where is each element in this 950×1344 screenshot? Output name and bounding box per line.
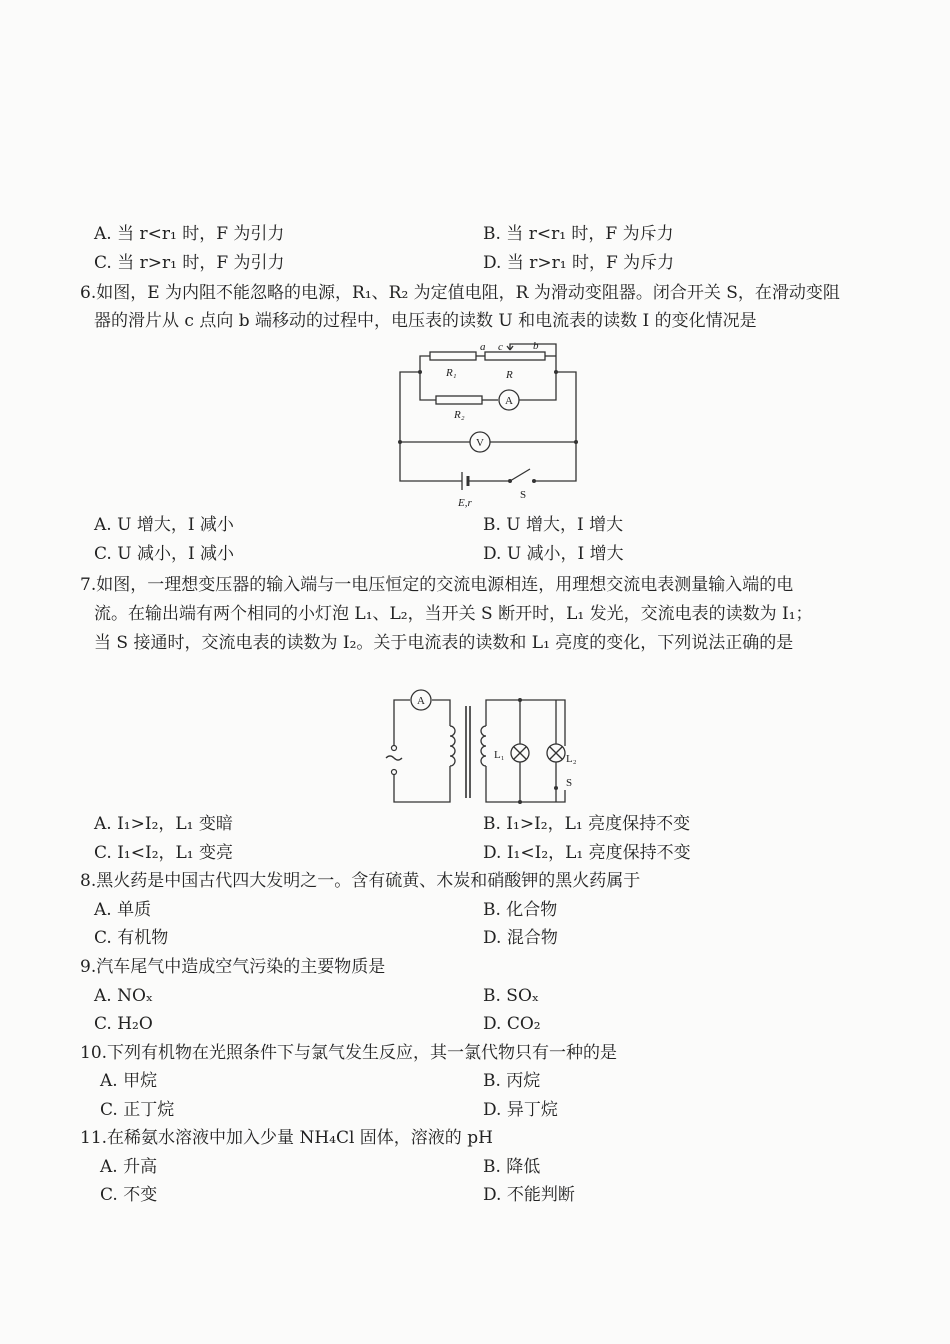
- q6-label-ammeter: A: [505, 395, 513, 407]
- q6-label-b: b: [533, 340, 539, 352]
- q7-label-s: S: [566, 777, 573, 789]
- q9-option-d: D. CO₂: [483, 1014, 541, 1034]
- q6-stem-line2: 器的滑片从 c 点向 b 端移动的过程中，电压表的读数 U 和电流表的读数 I 的变化情况是: [94, 311, 757, 331]
- q5-option-d: D. 当 r>r₁ 时，F 为斥力: [483, 253, 675, 273]
- q6-label-r2: R₂: [454, 409, 465, 421]
- q6-option-b: B. U 增大，I 增大: [483, 515, 624, 535]
- q6-stem-line1: 6.如图，E 为内阻不能忽略的电源，R₁、R₂ 为定值电阻，R 为滑动变阻器。闭合开关 S，在滑动变阻: [80, 283, 840, 303]
- q8-option-a: A. 单质: [94, 900, 152, 920]
- q7-primary-coil: [450, 726, 455, 766]
- q11-option-a: A. 升高: [100, 1157, 158, 1177]
- q11-option-b: B. 降低: [483, 1157, 541, 1177]
- q9-option-b: B. SOₓ: [483, 986, 540, 1006]
- q7-option-d: D. I₁<I₂，L₁ 亮度保持不变: [483, 843, 691, 863]
- q9-option-c: C. H₂O: [94, 1014, 153, 1034]
- q6-resistor-r2: [436, 396, 482, 404]
- q6-label-er: E,r: [458, 497, 472, 509]
- q7-option-c: C. I₁<I₂，L₁ 变亮: [94, 843, 234, 863]
- q7-stem-line1: 7.如图，一理想变压器的输入端与一电压恒定的交流电源相连，用理想交流电表测量输入端的电: [80, 575, 794, 595]
- q5-option-a: A. 当 r<r₁ 时，F 为引力: [94, 224, 285, 244]
- q6-label-a: a: [480, 341, 486, 353]
- q6-label-c: c: [498, 341, 503, 353]
- q7-stem-line2: 流。在输出端有两个相同的小灯泡 L₁、L₂，当开关 S 断开时，L₁ 发光，交流电表的读数为 I₁；: [94, 604, 813, 624]
- q8-stem: 8.黑火药是中国古代四大发明之一。含有硫黄、木炭和硝酸钾的黑火药属于: [80, 871, 641, 891]
- q6-label-r1: R₁: [446, 367, 457, 379]
- q6-resistor-r1: [430, 352, 476, 360]
- q7-label-l1: L₁: [494, 749, 505, 761]
- q7-label-l2: L₂: [566, 753, 577, 765]
- q11-option-d: D. 不能判断: [483, 1185, 575, 1205]
- q6-option-a: A. U 增大，I 减小: [94, 515, 234, 535]
- q6-option-d: D. U 减小，I 增大: [483, 544, 624, 564]
- q6-circuit-diagram: [390, 336, 590, 508]
- q9-stem: 9.汽车尾气中造成空气污染的主要物质是: [80, 957, 386, 977]
- q8-option-b: B. 化合物: [483, 900, 558, 920]
- q7-transformer-diagram: [380, 686, 580, 808]
- q6-switch: [510, 469, 530, 481]
- q6-rheostat-r: [485, 352, 545, 360]
- q7-option-a: A. I₁>I₂，L₁ 变暗: [94, 814, 233, 834]
- q7-secondary-coil: [481, 726, 486, 766]
- q8-option-c: C. 有机物: [94, 928, 169, 948]
- q10-option-a: A. 甲烷: [100, 1071, 158, 1091]
- q8-option-d: D. 混合物: [483, 928, 558, 948]
- q7-label-ammeter: A: [417, 695, 425, 707]
- q5-option-b: B. 当 r<r₁ 时，F 为斥力: [483, 224, 674, 244]
- q7-ac-source: [386, 756, 402, 760]
- q10-option-b: B. 丙烷: [483, 1071, 541, 1091]
- q6-label-s: S: [520, 489, 527, 501]
- q6-label-voltmeter: V: [476, 437, 484, 449]
- q10-stem: 10.下列有机物在光照条件下与氯气发生反应，其一氯代物只有一种的是: [80, 1043, 618, 1063]
- q9-option-a: A. NOₓ: [94, 986, 154, 1006]
- q6-option-c: C. U 减小，I 减小: [94, 544, 235, 564]
- q7-option-b: B. I₁>I₂，L₁ 亮度保持不变: [483, 814, 691, 834]
- q11-stem: 11.在稀氨水溶液中加入少量 NH₄Cl 固体，溶液的 pH: [80, 1128, 493, 1148]
- q10-option-d: D. 异丁烷: [483, 1100, 558, 1120]
- q6-label-r: R: [506, 369, 513, 381]
- q5-option-c: C. 当 r>r₁ 时，F 为引力: [94, 253, 285, 273]
- q7-stem-line3: 当 S 接通时，交流电表的读数为 I₂。关于电流表的读数和 L₁ 亮度的变化，下列说法正确的是: [94, 633, 794, 653]
- q10-option-c: C. 正丁烷: [100, 1100, 175, 1120]
- q11-option-c: C. 不变: [100, 1185, 158, 1205]
